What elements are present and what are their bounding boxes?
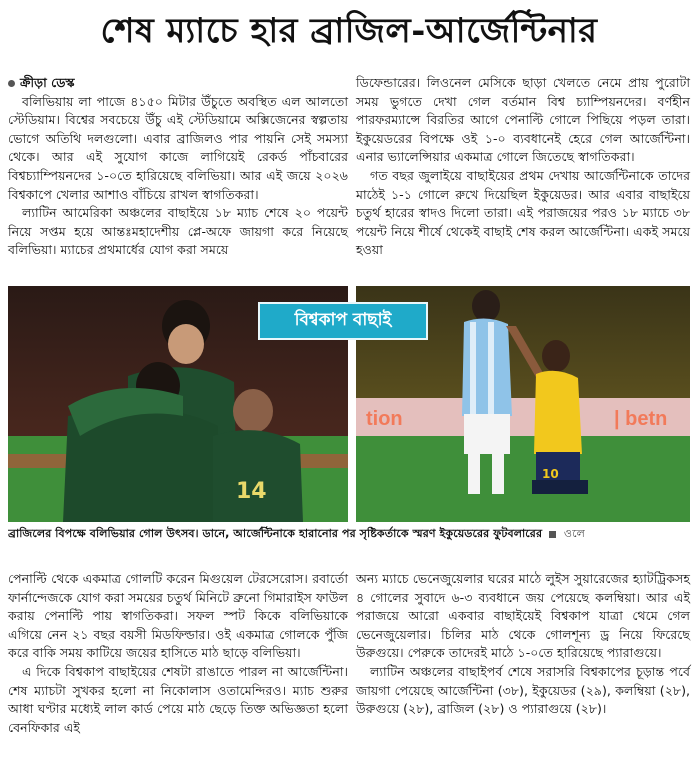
jersey-number: 14	[236, 479, 267, 504]
paragraph: ডিফেন্ডারের। লিওনেল মেসিকে ছাড়া খেলতে নেমে প্রায় পুরোটা সময় ভুগতে দেখা গেল বর্তমান বিশ্ব চ্যাম্পিয়নদের। বর্ণহীন পারফরম্যান্সে বিরতির আগে পেনাল্টি গোলে পিছিয়ে পড়ল তারা। ইকুয়েডরের বিপক্ষে ওই ১-০ ব্যবধানেই হেরে গেল আর্জেন্টিনা। এনার ভ্যালেন্সিয়ার একমাত্র গোলে জিতেছে স্বাগতিকরা।	[356, 75, 690, 165]
photo-credit: ওলে	[563, 527, 585, 540]
paragraph: বলিভিয়ায় লা পাজে ৪১৫০ মিটার উঁচুতে অবস্থিত এল আলতো স্টেডিয়াম। বিশ্বের সবচেয়ে উঁচু এই স্টেডিয়ামে অক্সিজেনের স্বল্পতায় ভোগে অতিথি দলগুলো। এবার ব্রাজিলও পার পায়নি সেই সমস্যা থেকে। আর এই সুযোগ কাজে লাগিয়েই রেকর্ড পাঁচবারের বিশ্বচ্যাম্পিয়নদের ১-০তে হারিয়েছে বলিভিয়া। আর এই জয়ে ২০২৬ বিশ্বকাপে খেলার আশাও বাঁচিয়ে রাখল স্বাগতিকরা।	[8, 93, 348, 202]
paragraph: এ দিকে বিশ্বকাপ বাছাইয়ের শেষটা রাঙাতে পারল না আর্জেন্টিনা। শেষ ম্যাচটা সুখকর হলো না নিকোলাস ওতামেন্দিরও। ম্যাচ শুরুর আধা ঘণ্টার মধ্যেই লাল কার্ড পেয়ে মাঠ ছেড়ে তিক্ত অভিজ্ঞতা হলো বেনফিকার এই	[8, 663, 348, 735]
caption-text: ব্রাজিলের বিপক্ষে বলিভিয়ার গোল উৎসব। ডানে, আর্জেন্টিনাকে হারানোর পর সৃষ্টিকর্তাকে স্মরণ ইকুয়েডরের ফুটবলারের	[8, 527, 543, 540]
section-tag: বিশ্বকাপ বাছাই	[258, 302, 428, 340]
photo-caption	[8, 525, 690, 543]
paragraph: গত বছর জুলাইয়ে বাছাইয়ের প্রথম দেখায় আর্জেন্টিনাকে তাদের মাঠেই ১-১ গোলে রুখে দিয়েছিল ইকুয়েডর। আর এবার বাছাইয়ে চতুর্থ হারের স্বাদও দিলো তারা। এই পরাজয়ের পরও ১৮ ম্যাচে ৩৮ পয়েন্ট নিয়ে শীর্ষে থেকেই বাছাই শেষ করল আর্জেন্টিনা। একই সময়ে হওয়া	[356, 167, 690, 258]
jersey-number: 10	[542, 467, 559, 481]
article-column-4	[356, 570, 690, 719]
headline: শেষ ম্যাচে হার ব্রাজিল-আর্জেন্টিনার	[100, 10, 598, 51]
ad-board-text-left: tion	[366, 408, 403, 430]
paragraph: ল্যাটিন আমেরিকা অঞ্চলের বাছাইয়ে ১৮ ম্যাচ শেষে ২০ পয়েন্ট নিয়ে সপ্তম হয়ে আন্তঃমহাদেশীয় প্লে-অফে জায়গা করে নিয়েছে বলিভিয়া। ম্যাচের প্রথমার্ধের যোগ করা সময়ে	[8, 205, 348, 258]
byline-text: ক্রীড়া ডেস্ক	[20, 75, 75, 90]
article-column-2	[356, 74, 690, 260]
article-column-1	[8, 74, 348, 260]
byline	[8, 74, 348, 93]
ad-board-text-right: | betn	[614, 408, 668, 430]
paragraph: পেনাল্টি থেকে একমাত্র গোলটি করেন মিগুয়েল টেরসেরোস। রবার্তো ফার্নান্দেজকে যোগ করা সময়ের চতুর্থ মিনিটে ব্রুনো গিমারাইস ফাউল করায় পেনাল্টি পায় স্বাগতিকরা। সফল স্পট কিকে বলিভিয়াকে এগিয়ে নেন ২১ বছর বয়সী মিডফিল্ডার। ওই একমাত্র গোলকে পুঁজি করে বাকি সময় কাটিয়ে জয়ের হাসিতে মাঠ ছাড়ে বলিভিয়া।	[8, 571, 348, 661]
article-column-3	[8, 570, 348, 737]
paragraph: অন্য ম্যাচে ভেনেজুয়েলার ঘরের মাঠে লুইস সুয়ারেজের হ্যাটট্রিকসহ ৪ গোলের সুবাদে ৬-৩ ব্যবধানে জয় পেয়েছে কলম্বিয়া। আর এই পরাজয়ে আরো একবার বাছাইয়েই বিশ্বকাপ যাত্রা থেমে গেল ভেনেজুয়েলার। চিলির মাঠ থেকে গোলশূন্য ড্র নিয়ে ফিরেছে উরুগুয়ে। পেরুকে তাদেরই মাঠে ১-০তে হারিয়েছে প্যারাগুয়ে।	[356, 571, 690, 661]
paragraph: ল্যাটিন অঞ্চলের বাছাইপর্ব শেষে সরাসরি বিশ্বকাপের চূড়ান্ত পর্বে জায়গা পেয়েছে আর্জেন্টিনা (৩৮), ইকুয়েডর (২৯), কলম্বিয়া (২৮), উরুগুয়ে (২৮), ব্রাজিল (২৮) ও প্যারাগুয়ে (২৮)।	[356, 663, 690, 717]
bullet-icon	[8, 80, 15, 87]
square-bullet-icon	[549, 531, 556, 538]
